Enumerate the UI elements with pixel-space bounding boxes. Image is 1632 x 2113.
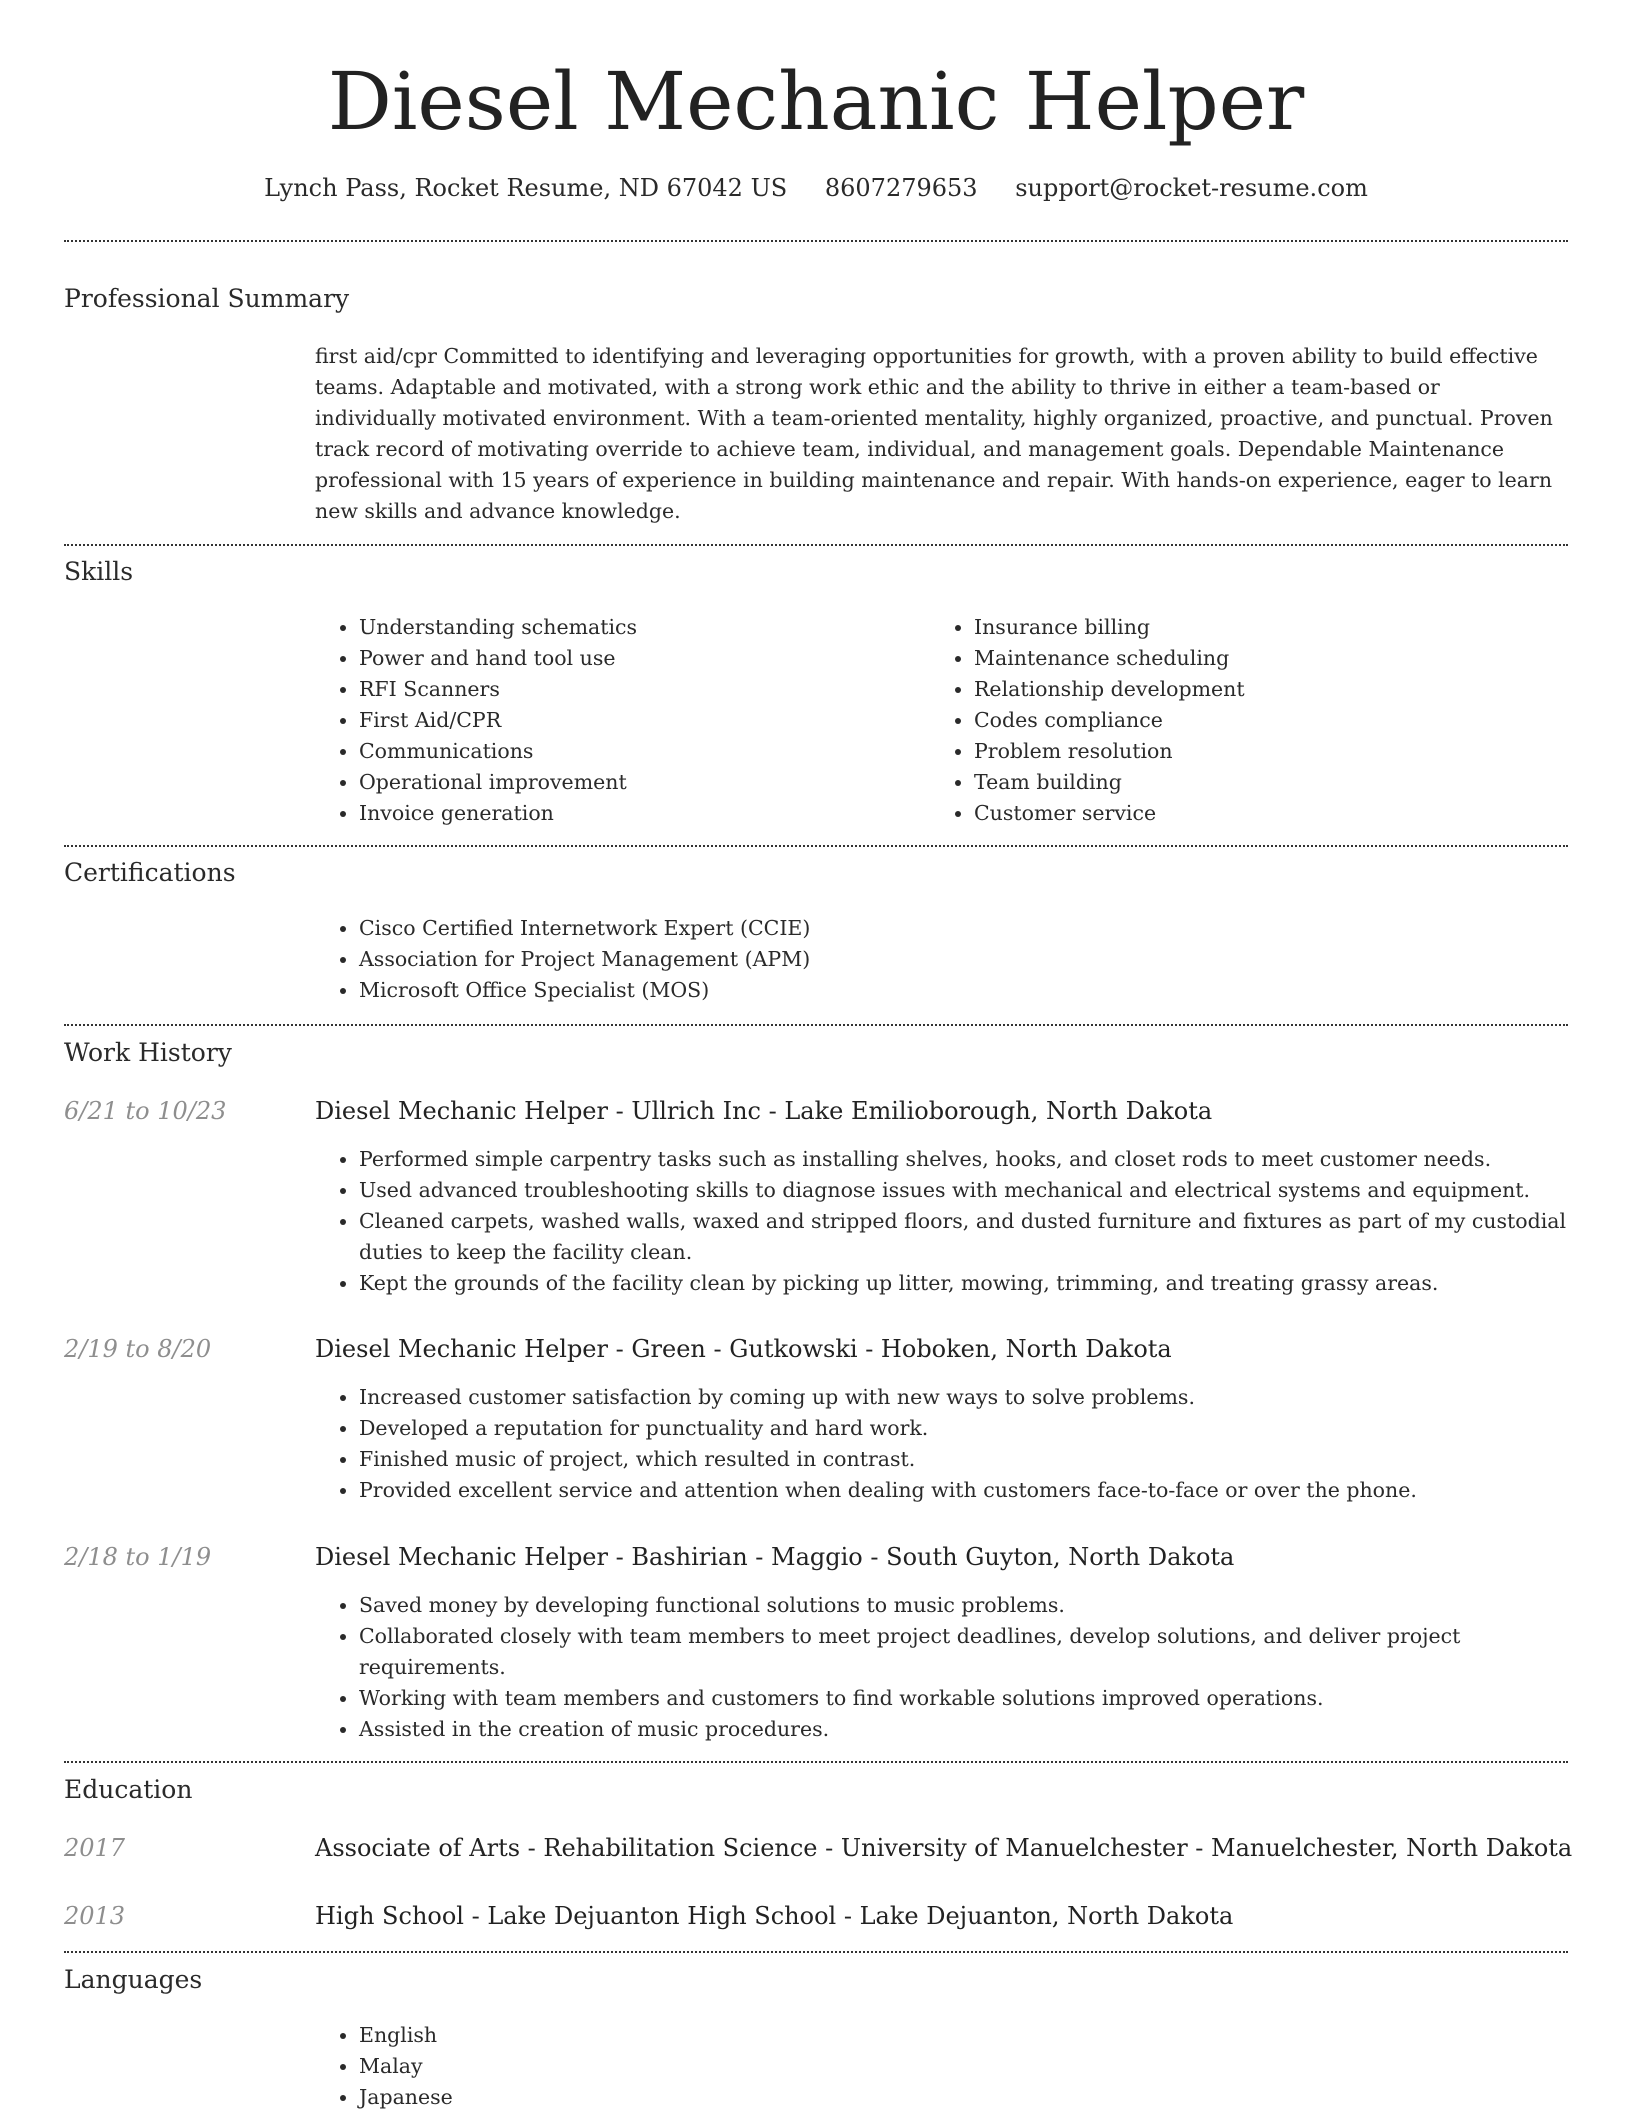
language-item: • Japanese — [359, 2082, 959, 2113]
candidate-name: Diesel Mechanic Helper — [327, 55, 1305, 148]
job-bullet: • Assisted in the creation of music procedures. — [359, 1714, 1589, 1745]
certification-item: • Association for Project Management (APM) — [359, 944, 1559, 975]
job-bullet: • Working with team members and customers to find workable solutions improved operations. — [359, 1683, 1589, 1714]
job-bullet: • Used advanced troubleshooting skills to diagnose issues with mechanical and electrical systems and equipment. — [359, 1175, 1589, 1206]
job-bullets — [315, 1590, 1589, 1745]
education-year: 2017 — [64, 1834, 126, 1862]
certification-item: • Microsoft Office Specialist (MOS) — [359, 975, 1559, 1006]
skills-list-right — [930, 612, 1574, 829]
section-divider — [64, 1761, 1568, 1763]
skill-item: • Invoice generation — [359, 798, 919, 829]
language-item: • Malay — [359, 2051, 959, 2082]
skill-item: • Operational improvement — [359, 767, 919, 798]
job-bullet: • Saved money by developing functional solutions to music problems. — [359, 1590, 1589, 1621]
section-title-skills: Skills — [64, 557, 134, 586]
job-bullet: • Increased customer satisfaction by coming up with new ways to solve problems. — [359, 1382, 1589, 1413]
section-title-summary: Professional Summary — [64, 284, 350, 313]
job-bullet: • Collaborated closely with team members to meet project deadlines, develop solutions, and deliver project requirements. — [359, 1621, 1589, 1683]
section-divider — [64, 240, 1568, 242]
job-bullets — [315, 1144, 1589, 1299]
language-item: • English — [359, 2020, 959, 2051]
summary-text: first aid/cpr Committed to identifying and leveraging opportunities for growth, with a proven ability to build effective teams. Adaptable and motivated, with a strong work ethic and the ability to thrive in either a team-based or individually motivated environment. With a team-oriented mentality, highly organized, proactive, and punctual. Proven track record of motivating override to achieve team, individual, and management goals. Dependable Maintenance professional with 15 years of experience in building maintenance and repair. With hands-on experience, eager to learn new skills and advance knowledge. — [315, 344, 1553, 523]
skill-item: • Problem resolution — [974, 736, 1574, 767]
section-title-languages: Languages — [64, 1965, 203, 1994]
education-year: 2013 — [64, 1902, 126, 1930]
languages-list — [315, 2020, 959, 2113]
section-divider — [64, 1024, 1568, 1026]
section-title-education: Education — [64, 1775, 193, 1804]
job-bullet: • Developed a reputation for punctuality and hard work. — [359, 1413, 1589, 1444]
education-heading: Associate of Arts - Rehabilitation Science - University of Manuelchester - Manuelchester, North Dakota — [315, 1834, 1573, 1862]
section-divider — [64, 1951, 1568, 1953]
skill-item: • Customer service — [974, 798, 1574, 829]
contact-email: support@rocket-resume.com — [1015, 174, 1368, 202]
skill-item: • Relationship development — [974, 674, 1574, 705]
contact-address: Lynch Pass, Rocket Resume, ND 67042 US — [264, 174, 788, 202]
job-dates: 2/19 to 8/20 — [64, 1335, 212, 1363]
section-title-work-history: Work History — [64, 1038, 232, 1067]
skill-item: • Understanding schematics — [359, 612, 919, 643]
job-heading: Diesel Mechanic Helper - Ullrich Inc - Lake Emilioborough, North Dakota — [315, 1097, 1213, 1125]
job-dates: 6/21 to 10/23 — [64, 1097, 227, 1125]
job-bullet: • Provided excellent service and attention when dealing with customers face-to-face or over the phone. — [359, 1475, 1589, 1506]
skill-item: • Codes compliance — [974, 705, 1574, 736]
skill-item: • Power and hand tool use — [359, 643, 919, 674]
job-bullet: • Kept the grounds of the facility clean by picking up litter, mowing, trimming, and treating grassy areas. — [359, 1268, 1589, 1299]
skill-item: • Communications — [359, 736, 919, 767]
education-heading: High School - Lake Dejuanton High School - Lake Dejuanton, North Dakota — [315, 1902, 1234, 1930]
skill-item: • Maintenance scheduling — [974, 643, 1574, 674]
job-bullet: • Cleaned carpets, washed walls, waxed and stripped floors, and dusted furniture and fixtures as part of my custodial duties to keep the facility clean. — [359, 1206, 1589, 1268]
job-bullet: • Finished music of project, which resulted in contrast. — [359, 1444, 1589, 1475]
contact-line — [64, 170, 1568, 206]
section-divider — [64, 544, 1568, 546]
skill-item: • Team building — [974, 767, 1574, 798]
job-dates: 2/18 to 1/19 — [64, 1543, 212, 1571]
skills-list-left — [315, 612, 919, 829]
section-divider — [64, 845, 1568, 847]
skill-item: • First Aid/CPR — [359, 705, 919, 736]
skill-item: • Insurance billing — [974, 612, 1574, 643]
job-heading: Diesel Mechanic Helper - Bashirian - Maggio - South Guyton, North Dakota — [315, 1543, 1235, 1571]
certification-item: • Cisco Certified Internetwork Expert (CCIE) — [359, 913, 1559, 944]
section-title-certifications: Certifications — [64, 858, 236, 887]
job-bullet: • Performed simple carpentry tasks such as installing shelves, hooks, and closet rods to meet customer needs. — [359, 1144, 1589, 1175]
job-bullets — [315, 1382, 1589, 1506]
job-heading: Diesel Mechanic Helper - Green - Gutkowski - Hoboken, North Dakota — [315, 1335, 1172, 1363]
certifications-list — [315, 913, 1559, 1006]
contact-phone: 8607279653 — [824, 174, 978, 202]
skill-item: • RFI Scanners — [359, 674, 919, 705]
